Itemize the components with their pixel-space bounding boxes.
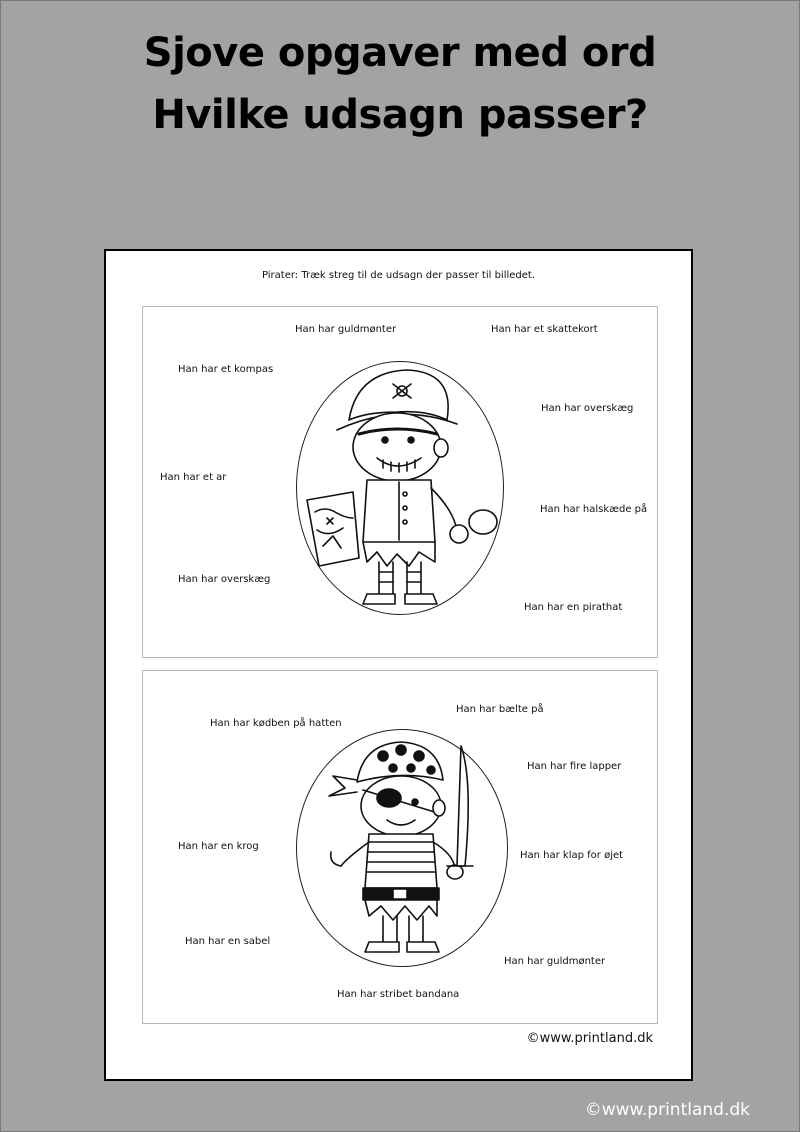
statement-10: Han har kødben på hatten <box>210 718 342 729</box>
statement-4: Han har overskæg <box>541 403 634 414</box>
statement-6: Han har halskæde på <box>540 504 648 515</box>
exercise-panel-2 <box>142 670 658 1024</box>
page-title: Sjove opgaver med ord <box>143 30 657 76</box>
picture-oval <box>296 361 504 615</box>
statement-7: Han har overskæg <box>178 574 271 585</box>
page-subtitle: Hvilke udsagn passer? <box>152 92 648 138</box>
statement-13: Han har klap for øjet <box>520 850 624 861</box>
pirate-map-illustration <box>297 362 505 616</box>
statement-2: Han har et skattekort <box>491 324 598 335</box>
statement-15: Han har guldmønter <box>504 956 606 967</box>
statement-9: Han har bælte på <box>456 704 544 715</box>
pirate-sabre-illustration <box>297 730 509 968</box>
statement-1: Han har guldmønter <box>295 324 397 335</box>
statement-5: Han har et ar <box>160 472 227 483</box>
worksheet-copyright: ©www.printland.dk <box>526 1031 653 1046</box>
statement-12: Han har en krog <box>178 841 259 852</box>
worksheet <box>104 249 693 1081</box>
instruction-text: Pirater: Træk streg til de udsagn der passer til billedet. <box>261 270 536 281</box>
statement-8: Han har en pirathat <box>524 602 623 613</box>
statement-3: Han har et kompas <box>178 364 274 375</box>
statement-16: Han har stribet bandana <box>337 989 460 1000</box>
header <box>0 22 800 146</box>
page-copyright: ©www.printland.dk <box>584 1100 750 1120</box>
statement-14: Han har en sabel <box>185 936 271 947</box>
statement-11: Han har fire lapper <box>527 761 622 772</box>
picture-oval <box>296 729 508 967</box>
exercise-panel-1 <box>142 306 658 658</box>
